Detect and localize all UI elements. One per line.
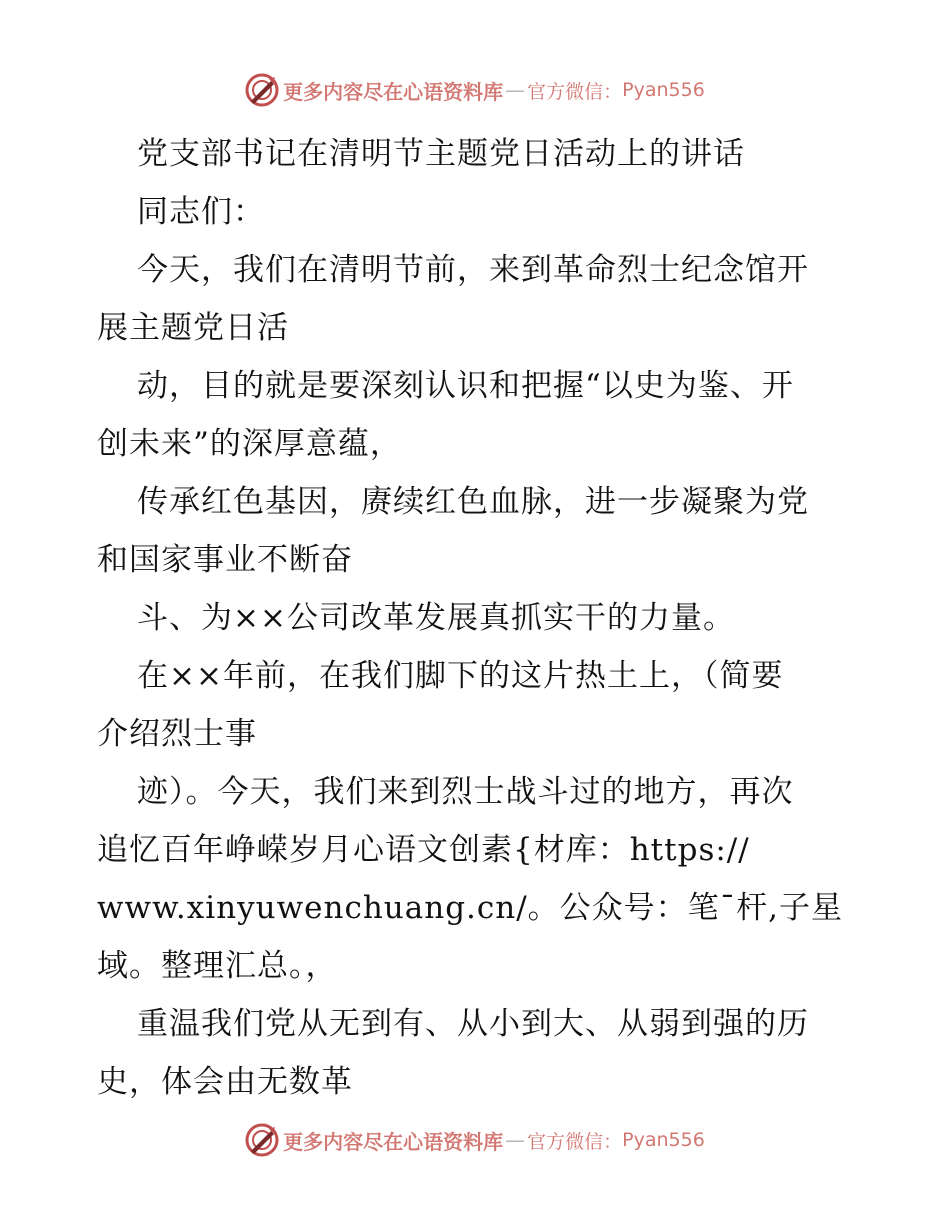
- paragraph-line: 追忆百年峥嵘岁月心语文创素{材库：https://: [97, 832, 750, 868]
- paragraph-line: 和国家事业不断奋: [97, 542, 353, 578]
- banner-wechat-label: 官方微信：: [527, 1130, 623, 1153]
- pen-logo-icon: [245, 73, 279, 107]
- paragraph-line: 创未来”的深厚意蕴，: [97, 426, 402, 462]
- paragraph-line: 重温我们党从无到有、从小到大、从弱到强的历: [137, 1006, 809, 1042]
- header-banner: [0, 70, 950, 110]
- salutation: 同志们：: [137, 194, 265, 230]
- paragraph-line: 域。整理汇总。，: [97, 948, 338, 984]
- paragraph-line: 今天，我们在清明节前，来到革命烈士纪念馆开: [137, 252, 809, 288]
- paragraph-line: 史，体会由无数革: [97, 1064, 353, 1100]
- banner-slogan: 更多内容尽在心语资料库: [283, 79, 504, 104]
- paragraph-line: 迹）。今天，我们来到烈士战斗过的地方，再次: [137, 774, 794, 810]
- banner-wechat-id: Pyan556: [622, 79, 705, 101]
- paragraph-line: www.xinyuwenchuang.cn/。公众号：笔¯杆,子星: [97, 890, 844, 926]
- banner-separator: —: [505, 1128, 526, 1152]
- paragraph-line: 动，目的就是要深刻认识和把握“以史为鉴、开: [137, 368, 794, 404]
- banner-separator: —: [505, 78, 526, 102]
- paragraph-line: 展主题党日活: [97, 310, 289, 346]
- pen-logo-icon: [245, 1123, 279, 1157]
- banner-wechat-id: Pyan556: [622, 1129, 705, 1151]
- paragraph-line: 传承红色基因，赓续红色血脉，进一步凝聚为党: [137, 484, 809, 520]
- document-title: 党支部书记在清明节主题党日活动上的讲话: [137, 136, 745, 172]
- footer-banner: [0, 1120, 950, 1160]
- paragraph-line: 斗、为××公司改革发展真抓实干的力量。: [137, 600, 735, 636]
- document-body: [97, 125, 857, 1111]
- banner-slogan: 更多内容尽在心语资料库: [283, 1129, 504, 1154]
- paragraph-line: 在××年前，在我们脚下的这片热土上，（简要: [137, 658, 784, 694]
- paragraph-line: 介绍烈士事: [97, 716, 257, 752]
- banner-wechat-label: 官方微信：: [527, 80, 623, 103]
